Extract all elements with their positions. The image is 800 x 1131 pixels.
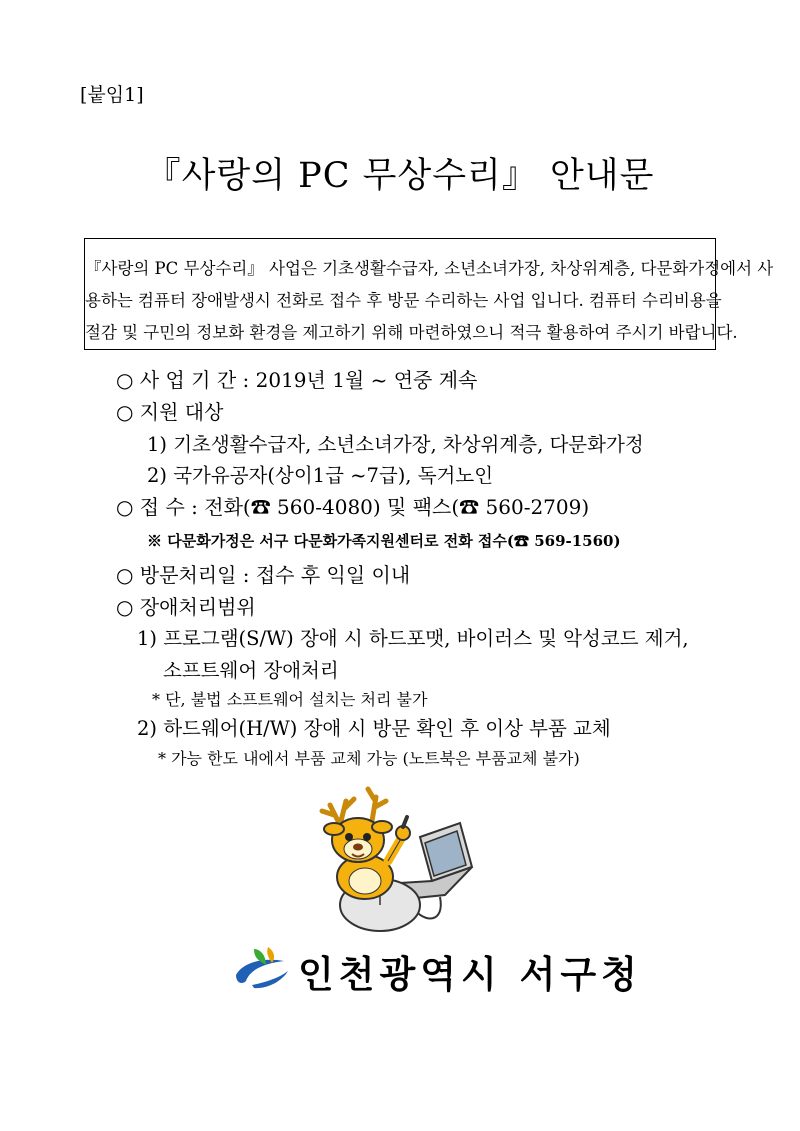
business-period: ○ 사 업 기 간 : 2019년 1월 ~ 연중 계속 — [116, 368, 478, 392]
intro-line: 절감 및 구민의 정보화 환경을 제고하기 위해 마련하였으니 적극 활용하여 주시기 바랍니다. — [85, 323, 738, 342]
repair-scope-note: * 가능 한도 내에서 부품 교체 가능 (노트북은 부품교체 불가) — [158, 749, 580, 768]
support-target-item: 2) 국가유공자(상이1급 ~7급), 독거노인 — [147, 464, 494, 487]
repair-scope-heading: ○ 장애처리범위 — [116, 595, 256, 619]
support-target-item: 1) 기초생활수급자, 소년소녀가장, 차상위계층, 다문화가정 — [147, 433, 644, 456]
intro-box — [84, 238, 774, 350]
reception-info: ○ 접 수 : 전화(☎ 560-4080) 및 팩스(☎ 560-2709) — [116, 495, 590, 519]
intro-line: 용하는 컴퓨터 장애발생시 전화로 접수 후 방문 수리하는 사업 입니다. 컴퓨터 수리비용을 — [85, 291, 722, 310]
seo-gu-logo — [232, 945, 292, 989]
organization-name: 인천광역시 서구청 — [298, 953, 642, 996]
deer-mascot-illustration — [310, 785, 480, 935]
reception-note: ※ 다문화가정은 서구 다문화가족지원센터로 전화 접수(☎ 569-1560) — [147, 532, 621, 550]
repair-scope-note: * 단, 불법 소프트웨어 설치는 처리 불가 — [152, 690, 428, 709]
repair-scope-item: 2) 하드웨어(H/W) 장애 시 방문 확인 후 이상 부품 교체 — [137, 717, 611, 740]
repair-scope-item-continued: 소프트웨어 장애처리 — [163, 659, 339, 682]
page-title: 『사랑의 PC 무상수리』 안내문 — [145, 156, 655, 196]
support-target-heading: ○ 지원 대상 — [116, 400, 224, 424]
visit-processing: ○ 방문처리일 : 접수 후 익일 이내 — [116, 563, 411, 587]
intro-line: 『사랑의 PC 무상수리』 사업은 기초생활수급자, 소년소녀가장, 차상위계층, 다문화가정에서 사 — [85, 259, 774, 278]
attachment-label: [붙임1] — [80, 84, 144, 106]
repair-scope-item: 1) 프로그램(S/W) 장애 시 하드포맷, 바이러스 및 악성코드 제거, — [137, 627, 689, 650]
